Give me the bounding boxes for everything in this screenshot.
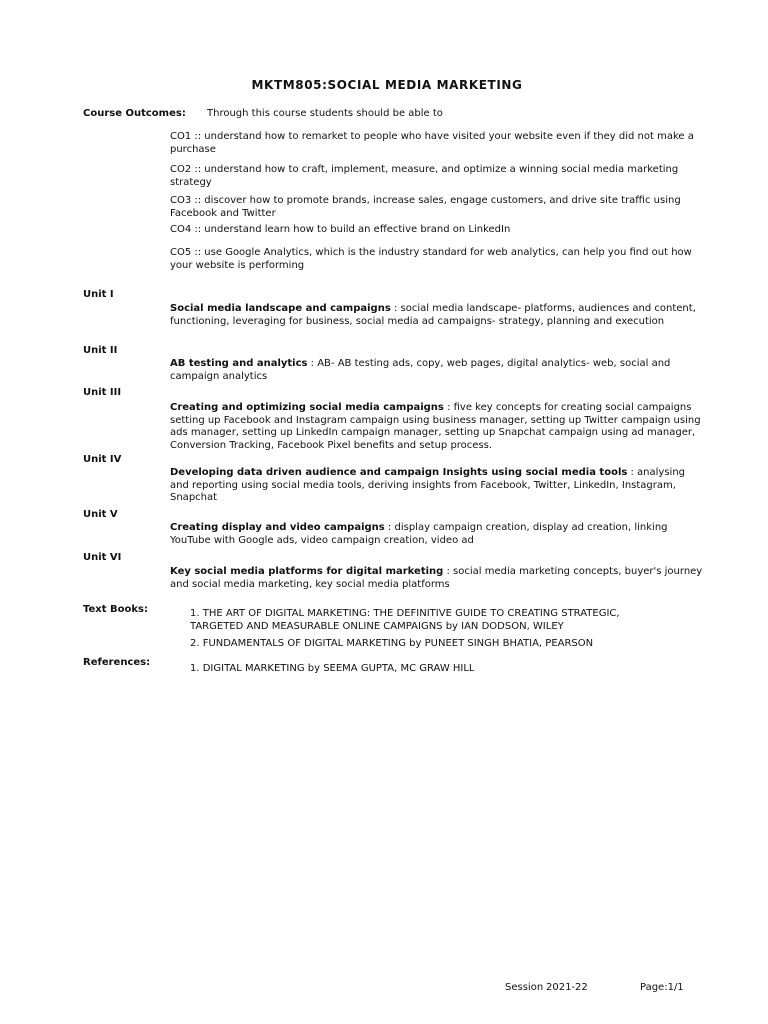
reference-item: 1. DIGITAL MARKETING by SEEMA GUPTA, MC GRAW HILL — [190, 663, 475, 674]
unit-heading: Creating and optimizing social media campaigns — [170, 402, 444, 413]
session-value: 2021-22 — [546, 982, 588, 993]
unit-content — [170, 467, 705, 505]
course-outcomes-intro: Through this course students should be able to — [207, 108, 443, 119]
unit-description: : social media marketing concepts, buyer's journey and social media marketing, key social media platforms — [170, 566, 703, 590]
session-label: Session — [505, 982, 544, 993]
unit-content — [170, 402, 705, 452]
unit-label: Unit VI — [83, 552, 122, 563]
page-title: MKTM805:SOCIAL MEDIA MARKETING — [251, 78, 523, 92]
unit-description: : AB- AB testing ads, copy, web pages, digital analytics- web, social and campaign analytics — [170, 358, 671, 382]
unit-description: : display campaign creation, display ad creation, linking YouTube with Google ads, video campaign creation, video ad — [170, 522, 668, 546]
text-book-item: 2. FUNDAMENTALS OF DIGITAL MARKETING by PUNEET SINGH BHATIA, PEARSON — [190, 638, 594, 649]
course-outcomes-label: Course Outcomes: — [83, 108, 186, 119]
unit-content — [170, 566, 705, 591]
unit-heading: Key social media platforms for digital marketing — [170, 566, 444, 577]
course-outcome-item: CO2 :: understand how to craft, implement, measure, and optimize a winning social media marketing strategy — [170, 164, 679, 188]
unit-label: Unit V — [83, 509, 118, 520]
unit-label: Unit III — [83, 387, 122, 398]
page-number: Page:1/1 — [640, 982, 684, 993]
text-books-label: Text Books: — [83, 604, 148, 615]
references-label: References: — [83, 657, 151, 668]
unit-label: Unit II — [83, 345, 118, 356]
course-outcome-item: CO5 :: use Google Analytics, which is the industry standard for web analytics, can help you find out how your website is performing — [170, 247, 692, 271]
unit-label: Unit IV — [83, 454, 122, 465]
course-outcome-item: CO3 :: discover how to promote brands, increase sales, engage customers, and drive site traffic using Facebook and Twitter — [170, 195, 681, 219]
course-outcome-item: CO4 :: understand learn how to build an effective brand on LinkedIn — [170, 224, 511, 235]
unit-description: : analysing and reporting using social media tools, deriving insights from Facebook, Twitter, LinkedIn, Instagram, Snapchat — [170, 467, 686, 503]
unit-content — [170, 522, 705, 547]
course-outcome-item: CO1 :: understand how to remarket to people who have visited your website even if they did not make a purchase — [170, 131, 694, 155]
unit-content — [170, 303, 705, 328]
unit-description: : social media landscape- platforms, audiences and content, functioning, leveraging for business, social media ad campaigns- strategy, planning and execution — [170, 303, 696, 327]
unit-heading: AB testing and analytics — [170, 358, 308, 369]
unit-heading: Developing data driven audience and campaign Insights using social media tools — [170, 467, 628, 478]
unit-description: : five key concepts for creating social campaigns setting up Facebook and Instagram campaign using business manager, setting up Twitter campaign using ads manager, setting up LinkedIn campaign manager, setting up Snapchat campaign using ad manager, Conversion Tracking, Facebook Pixel benefits and setup process. — [170, 402, 701, 451]
unit-heading: Social media landscape and campaigns — [170, 303, 391, 314]
text-book-item: 1. THE ART OF DIGITAL MARKETING: THE DEFINITIVE GUIDE TO CREATING STRATEGIC, TARGETED AND MEASURABLE ONLINE CAMPAIGNS by IAN DODSON, WILEY — [190, 608, 620, 632]
unit-label: Unit I — [83, 289, 114, 300]
unit-content — [170, 358, 705, 383]
unit-heading: Creating display and video campaigns — [170, 522, 385, 533]
